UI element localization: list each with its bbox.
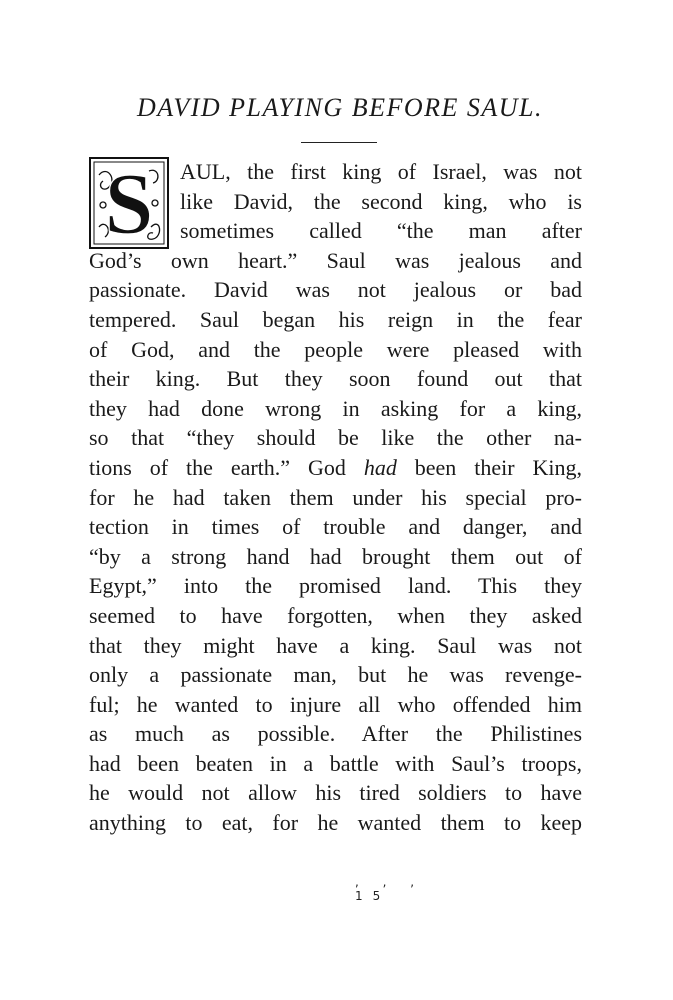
text-line-with-emphasis (89, 453, 582, 483)
text-line: sometimes called “the man after (180, 218, 582, 244)
text-line: tection in times of trouble and danger, and (89, 514, 582, 540)
text-line: that they might have a king. Saul was not (89, 632, 582, 658)
text-line: “by a strong hand had brought them out of (89, 543, 582, 569)
text-line: for he had taken them under his special pro- (89, 484, 582, 510)
text-line: like David, the second king, who is (180, 188, 582, 214)
text-line: Egypt,” into the promised land. This they (89, 573, 582, 599)
text-segment: been their King, (396, 454, 582, 480)
text-line: ful; he wanted to injure all who offended him (89, 691, 582, 717)
text-line: they had done wrong in asking for a king, (89, 395, 582, 421)
text-line: had been beaten in a battle with Saul’s troops, (89, 750, 582, 776)
emphasized-word: had (363, 454, 397, 480)
drop-cap-letter: S (104, 157, 154, 249)
text-segment: tions of the earth.” God (89, 454, 364, 480)
text-line: tempered. Saul began his reign in the fear (89, 306, 582, 332)
text-line: as much as possible. After the Philistines (89, 721, 582, 747)
text-line: their king. But they soon found out that (89, 366, 582, 392)
text-line: God’s own heart.” Saul was jealous and (89, 247, 582, 273)
body-text (89, 157, 582, 838)
text-line: passionate. David was not jealous or bad (89, 277, 582, 303)
chapter-title: DAVID PLAYING BEFORE SAUL. (136, 93, 543, 122)
text-line: seemed to have forgotten, when they asked (89, 602, 582, 628)
page-number: , , , 15 (355, 875, 425, 903)
title-divider (301, 142, 377, 143)
text-line: he would not allow his tired soldiers to have (89, 780, 582, 806)
text-line: so that “they should be like the other na- (89, 425, 582, 451)
text-line: of God, and the people were pleased with (89, 336, 582, 362)
text-line: only a passionate man, but he was revenge- (89, 662, 582, 688)
text-line: AUL, the first king of Israel, was not (180, 159, 582, 184)
text-line: anything to eat, for he wanted them to keep (89, 810, 582, 836)
